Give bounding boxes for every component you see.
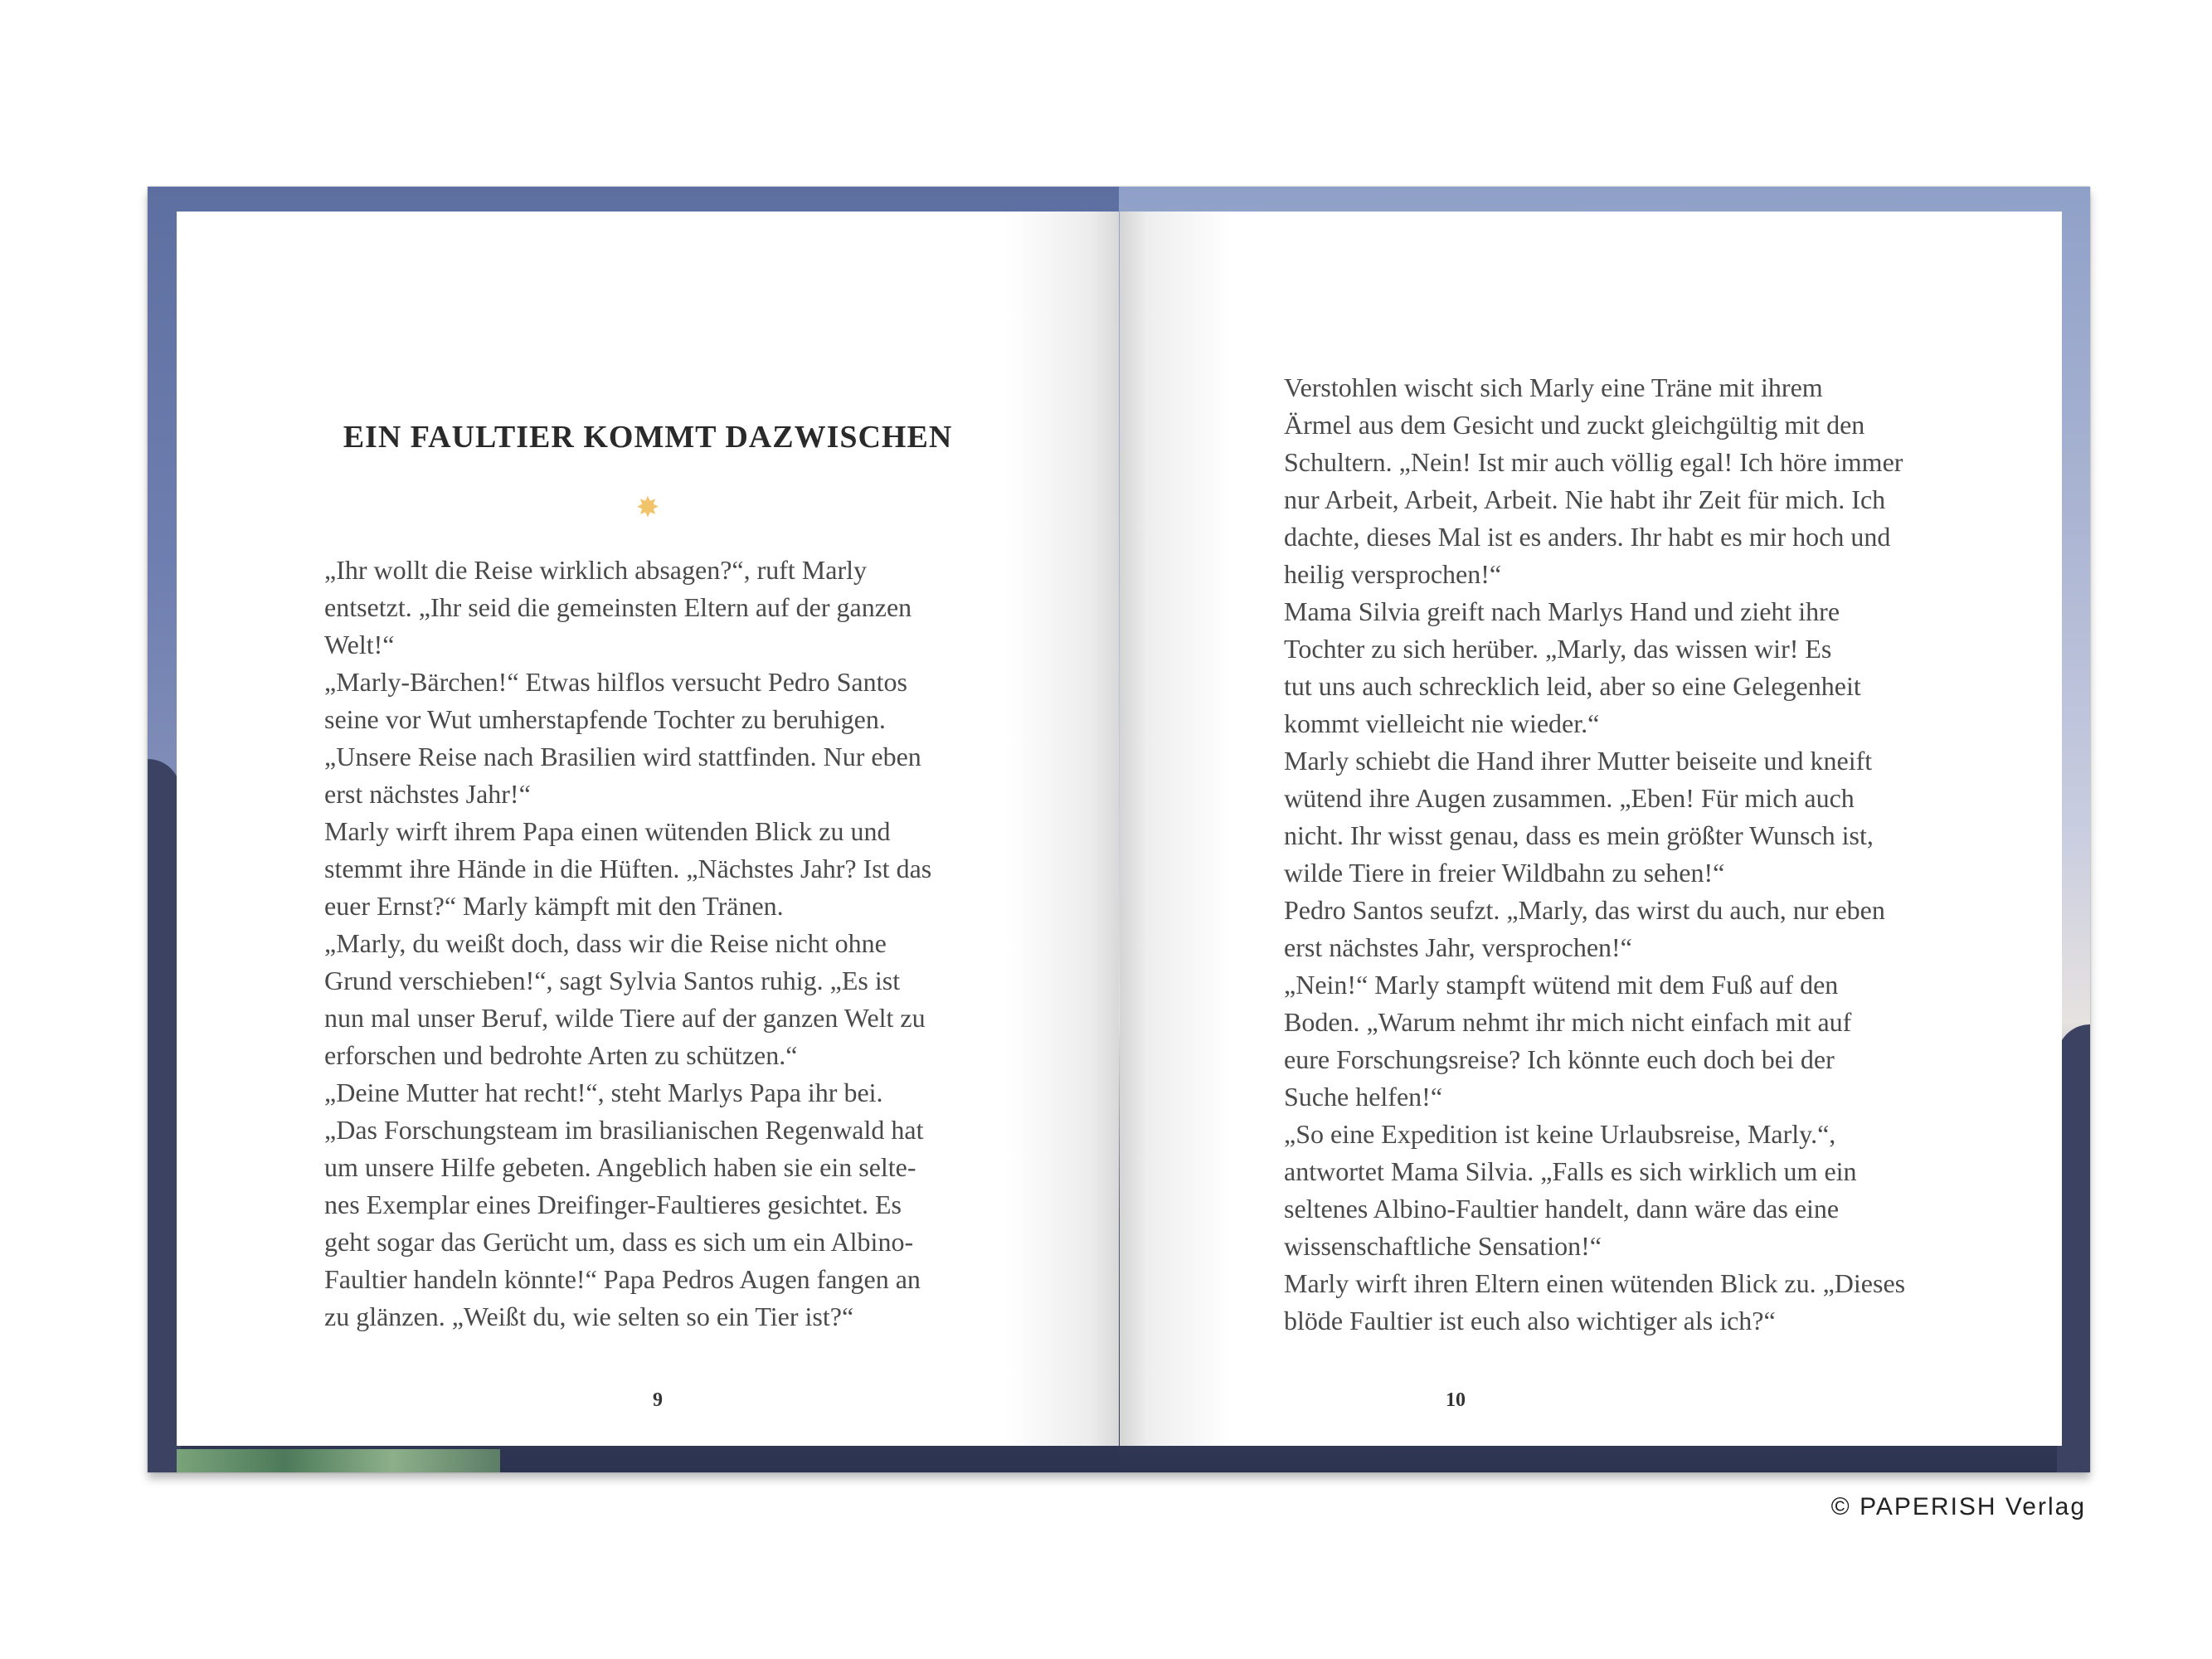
text-line: Schultern. „Nein! Ist mir auch völlig egal! Ich höre immer	[1284, 447, 1903, 477]
text-line: Grund verschieben!“, sagt Sylvia Santos ruhig. „Es ist	[324, 966, 901, 995]
text-line: erst nächstes Jahr, versprochen!“	[1284, 932, 1632, 962]
text-line: eure Forschungsreise? Ich könnte euch doch bei der	[1284, 1044, 1835, 1074]
text-line: „Das Forschungsteam im brasilianischen Regenwald hat	[324, 1115, 924, 1145]
text-line: stemmt ihre Hände in die Hüften. „Nächstes Jahr? Ist das	[324, 854, 932, 883]
right-page	[1120, 212, 2062, 1446]
text-line: dachte, dieses Mal ist es anders. Ihr habt es mir hoch und	[1284, 522, 1891, 552]
left-page-text	[324, 552, 1013, 1335]
left-page	[177, 212, 1119, 1446]
text-line: kommt vielleicht nie wieder.“	[1284, 708, 1600, 738]
text-line: „Ihr wollt die Reise wirklich absagen?“, ruft Marly	[324, 555, 867, 585]
text-line: antwortet Mama Silvia. „Falls es sich wirklich um ein	[1284, 1156, 1857, 1186]
text-line: seltenes Albino-Faultier handelt, dann wäre das eine	[1284, 1194, 1840, 1224]
open-book	[148, 187, 2090, 1472]
text-line: „Deine Mutter hat recht!“, steht Marlys Papa ihr bei.	[324, 1078, 883, 1107]
text-line: Marly wirft ihren Eltern einen wütenden Blick zu. „Dieses	[1284, 1268, 1906, 1298]
text-line: entsetzt. „Ihr seid die gemeinsten Eltern auf der ganzen	[324, 592, 912, 622]
text-line: Suche helfen!“	[1284, 1082, 1443, 1112]
text-line: geht sogar das Gerücht um, dass es sich um ein Albino-	[324, 1227, 914, 1257]
text-line: „Marly-Bärchen!“ Etwas hilflos versucht Pedro Santos	[324, 667, 907, 697]
text-line: Faultier handeln könnte!“ Papa Pedros Augen fangen an	[324, 1264, 921, 1294]
text-line: „Nein!“ Marly stampft wütend mit dem Fuß auf den	[1284, 970, 1839, 1000]
mountain-silhouette-right	[2057, 1024, 2090, 1472]
foliage-strip	[177, 1449, 500, 1472]
text-line: Boden. „Warum nehmt ihr mich nicht einfach mit auf	[1284, 1007, 1852, 1037]
text-line: Pedro Santos seufzt. „Marly, das wirst du auch, nur eben	[1284, 895, 1885, 925]
text-line: Welt!“	[324, 630, 395, 659]
text-line: Tochter zu sich herüber. „Marly, das wissen wir! Es	[1284, 634, 1832, 664]
text-line: blöde Faultier ist euch also wichtiger als ich?“	[1284, 1306, 1776, 1335]
chapter-title: EIN FAULTIER KOMMT DAZWISCHEN	[343, 420, 953, 455]
text-line: Verstohlen wischt sich Marly eine Träne mit ihrem	[1284, 372, 1823, 402]
page-number-right: 10	[1446, 1389, 1466, 1411]
text-line: „So eine Expedition ist keine Urlaubsreise, Marly.“,	[1284, 1119, 1836, 1149]
text-line: nur Arbeit, Arbeit, Arbeit. Nie habt ihr Zeit für mich. Ich	[1284, 484, 1886, 514]
text-line: Ärmel aus dem Gesicht und zuckt gleichgültig mit den	[1284, 410, 1865, 440]
text-line: wütend ihre Augen zusammen. „Eben! Für mich auch	[1284, 783, 1855, 813]
text-line: seine vor Wut umherstapfende Tochter zu beruhigen.	[324, 704, 886, 734]
text-line: tut uns auch schrecklich leid, aber so eine Gelegenheit	[1284, 671, 1861, 701]
mountain-silhouette-left	[148, 759, 181, 1472]
text-line: erst nächstes Jahr!“	[324, 779, 531, 809]
text-line: Mama Silvia greift nach Marlys Hand und zieht ihre	[1284, 596, 1840, 626]
right-page-text	[1284, 369, 1972, 1340]
text-line: euer Ernst?“ Marly kämpft mit den Tränen.	[324, 891, 784, 921]
text-line: nes Exemplar eines Dreifinger-Faultieres gesichtet. Es	[324, 1190, 902, 1219]
text-line: heilig versprochen!“	[1284, 559, 1502, 589]
copyright-notice: © PAPERISH Verlag	[1830, 1493, 2086, 1520]
text-line: zu glänzen. „Weißt du, wie selten so ein Tier ist?“	[324, 1301, 854, 1331]
text-line: nun mal unser Beruf, wilde Tiere auf der ganzen Welt zu	[324, 1003, 926, 1033]
text-line: „Marly, du weißt doch, dass wir die Reise nicht ohne	[324, 928, 887, 958]
text-line: um unsere Hilfe gebeten. Angeblich haben sie ein selte-	[324, 1152, 916, 1182]
text-line: Marly schiebt die Hand ihrer Mutter beiseite und kneift	[1284, 746, 1873, 776]
text-line: Marly wirft ihrem Papa einen wütenden Blick zu und	[324, 816, 891, 846]
text-line: wilde Tiere in freier Wildbahn zu sehen!“	[1284, 858, 1725, 888]
text-line: wissenschaftliche Sensation!“	[1284, 1231, 1602, 1261]
text-line: nicht. Ihr wisst genau, dass es mein größter Wunsch ist,	[1284, 820, 1874, 850]
text-line: erforschen und bedrohte Arten zu schützen.“	[324, 1040, 798, 1070]
star-icon: ✸	[635, 493, 660, 523]
text-line: „Unsere Reise nach Brasilien wird stattfinden. Nur eben	[324, 742, 921, 771]
page-number-left: 9	[653, 1389, 663, 1411]
